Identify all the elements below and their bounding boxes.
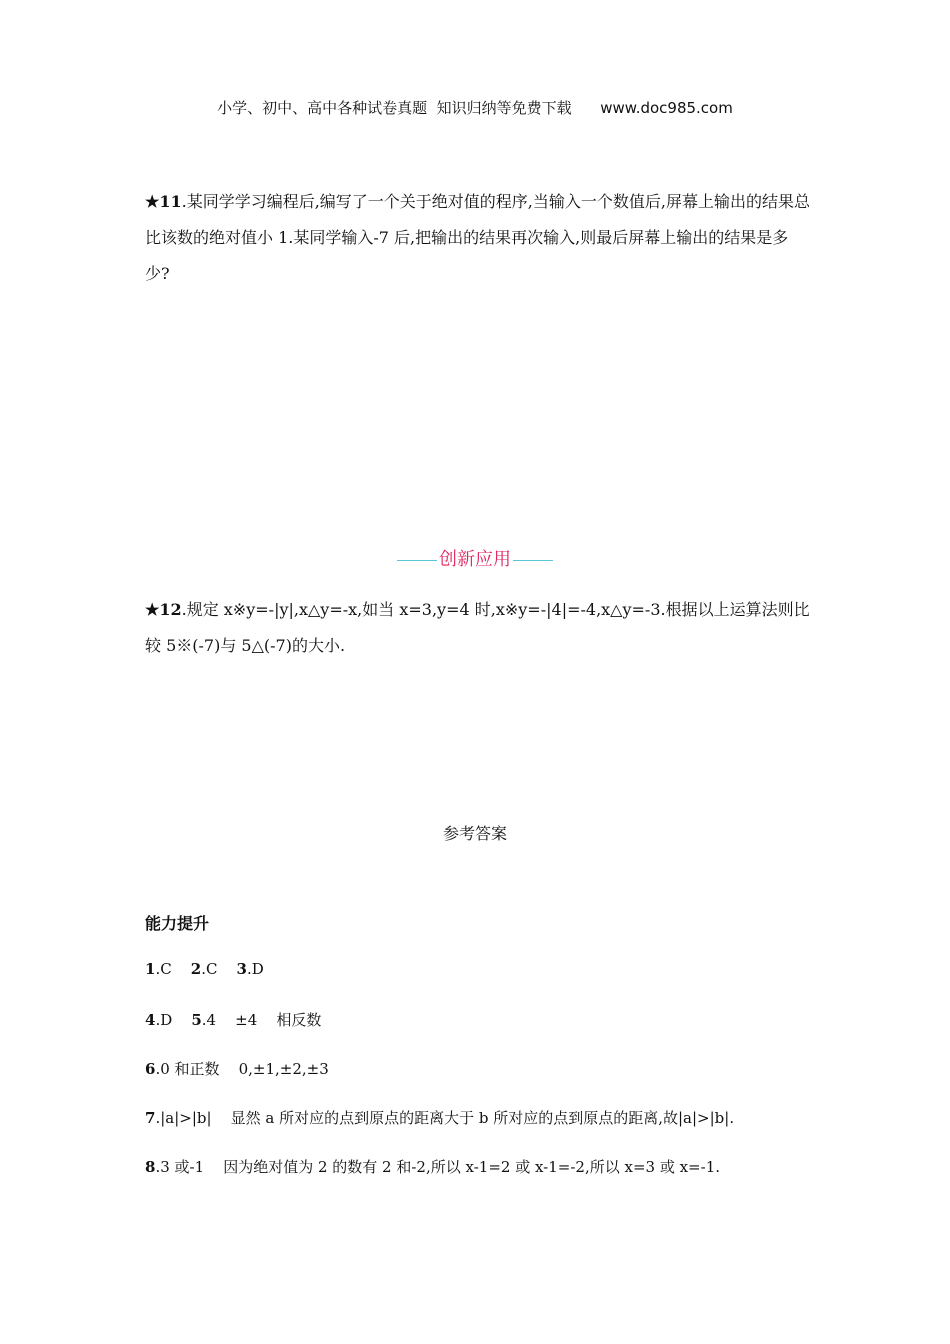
question-11 <box>145 184 810 292</box>
answer-number: 7 <box>145 1109 156 1127</box>
section-heading <box>0 545 950 571</box>
answer-line <box>145 1107 734 1128</box>
answer-text: .D <box>246 960 264 978</box>
answer-text: .C <box>155 960 191 978</box>
answers-title: 参考答案 <box>442 824 507 843</box>
question-12-text: .规定 x※y=-|y|,x△y=-x,如当 x=3,y=4 时,x※y=-|4|=-4,x△y=-3.根据以上运算法则比较 5※(-7)与 5△(-7)的大小. <box>145 600 810 655</box>
answer-line <box>145 1009 321 1030</box>
answer-number: 5 <box>191 1011 202 1029</box>
question-12 <box>145 592 810 664</box>
section-rule-right <box>513 560 553 561</box>
answer-text: .4 ±4 相反数 <box>201 1011 322 1029</box>
answer-number: 6 <box>145 1060 156 1078</box>
page-header: 小学、初中、高中各种试卷真题 知识归纳等免费下载 www.doc985.com <box>217 99 733 117</box>
answer-number: 8 <box>145 1158 156 1176</box>
answer-text: .C <box>201 960 237 978</box>
answer-number: 3 <box>236 960 247 978</box>
section-title: 创新应用 <box>439 549 511 570</box>
question-11-text: .某同学学习编程后,编写了一个关于绝对值的程序,当输入一个数值后,屏幕上输出的结果总比该数的绝对值小 1.某同学输入-7 后,把输出的结果再次输入,则最后屏幕上输出的结果是多少? <box>145 192 810 283</box>
answer-text: .D <box>155 1011 192 1029</box>
answers-category: 能力提升 <box>145 914 210 933</box>
answer-number: 4 <box>145 1011 156 1029</box>
answer-line <box>145 1156 720 1177</box>
section-rule-left <box>397 560 437 561</box>
answer-number: 1 <box>145 960 156 978</box>
question-11-number: ★11 <box>145 192 182 211</box>
answer-line <box>145 1058 329 1079</box>
answer-text: .0 和正数 0,±1,±2,±3 <box>155 1060 329 1078</box>
question-12-number: ★12 <box>145 600 182 619</box>
answer-text: .3 或-1 因为绝对值为 2 的数有 2 和-2,所以 x-1=2 或 x-1=-2,所以 x=3 或 x=-1. <box>155 1158 721 1176</box>
answer-line <box>145 960 264 978</box>
answer-text: .|a|>|b| 显然 a 所对应的点到原点的距离大于 b 所对应的点到原点的距离,故|a|>|b|. <box>155 1109 735 1127</box>
answer-number: 2 <box>190 960 202 978</box>
